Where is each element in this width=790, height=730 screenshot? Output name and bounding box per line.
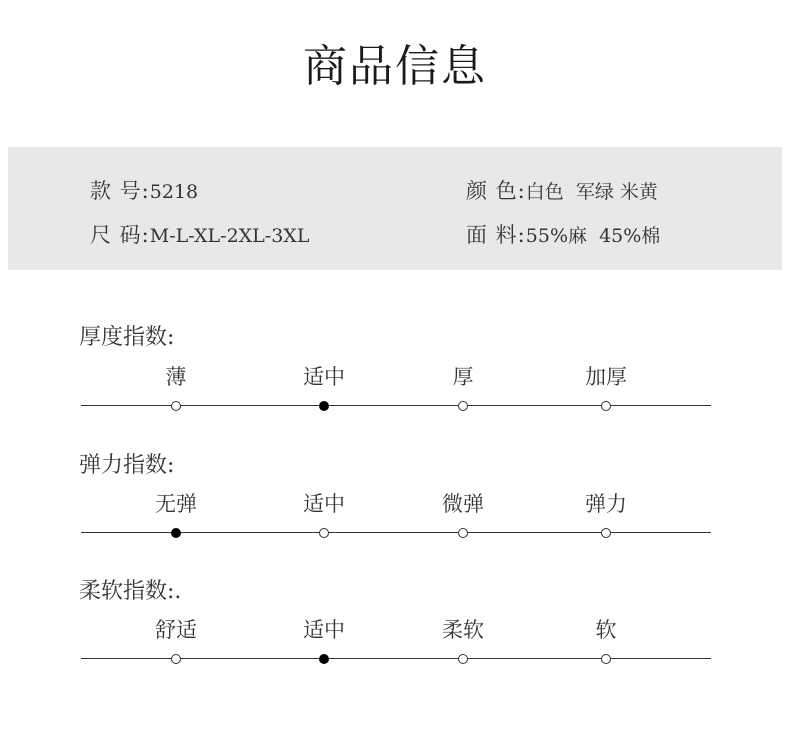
product-info-panel — [8, 147, 782, 270]
elasticity-scale — [81, 473, 711, 533]
unselected-dot-icon — [458, 401, 468, 411]
color-label: 颜 色: — [466, 179, 526, 203]
scale-option-label: 加厚 — [585, 365, 627, 389]
scale-option — [294, 614, 354, 664]
unselected-dot-icon — [171, 401, 181, 411]
scale-option — [433, 614, 493, 664]
fabric-value: 55%麻 45%棉 — [525, 225, 661, 247]
scale-option — [146, 614, 206, 664]
scale-option — [576, 488, 636, 538]
elasticity-label: 弹力指数: — [79, 453, 175, 478]
selected-dot-icon — [319, 401, 329, 411]
scale-option-label: 无弹 — [155, 492, 197, 516]
unselected-dot-icon — [458, 528, 468, 538]
fabric-composition — [466, 219, 660, 249]
scale-option — [433, 488, 493, 538]
style-number — [90, 175, 198, 205]
softness-label: 柔软指数:. — [79, 579, 182, 604]
page-title: 商品信息 — [303, 41, 487, 92]
scale-option-label: 软 — [595, 618, 617, 642]
scale-option — [146, 361, 206, 411]
unselected-dot-icon — [601, 528, 611, 538]
scale-option-label: 柔软 — [442, 618, 484, 642]
scale-option — [576, 361, 636, 411]
unselected-dot-icon — [601, 654, 611, 664]
unselected-dot-icon — [171, 654, 181, 664]
scale-option — [576, 614, 636, 664]
scale-option — [433, 361, 493, 411]
unselected-dot-icon — [458, 654, 468, 664]
style-number-value: 5218 — [149, 181, 199, 203]
unselected-dot-icon — [319, 528, 329, 538]
style-number-label: 款 号: — [90, 179, 150, 203]
color-value: 白色 军绿 米黄 — [525, 181, 658, 203]
scale-option — [294, 361, 354, 411]
scale-option-label: 薄 — [165, 365, 187, 389]
size-range — [90, 219, 309, 249]
selected-dot-icon — [319, 654, 329, 664]
scale-option-label: 适中 — [303, 618, 345, 642]
selected-dot-icon — [171, 528, 181, 538]
scale-option — [294, 488, 354, 538]
size-value: M-L-XL-2XL-3XL — [149, 225, 310, 247]
scale-option-label: 弹力 — [585, 492, 627, 516]
fabric-label: 面 料: — [466, 223, 526, 247]
thickness-scale — [81, 346, 711, 406]
scale-option-label: 舒适 — [155, 618, 197, 642]
scale-option-label: 微弹 — [442, 492, 484, 516]
thickness-label: 厚度指数: — [79, 325, 175, 350]
softness-scale — [81, 599, 711, 659]
scale-option-label: 适中 — [303, 492, 345, 516]
scale-option-label: 适中 — [303, 365, 345, 389]
unselected-dot-icon — [601, 401, 611, 411]
scale-option — [146, 488, 206, 538]
color-options — [466, 175, 658, 205]
scale-option-label: 厚 — [452, 365, 474, 389]
size-label: 尺 码: — [90, 223, 150, 247]
